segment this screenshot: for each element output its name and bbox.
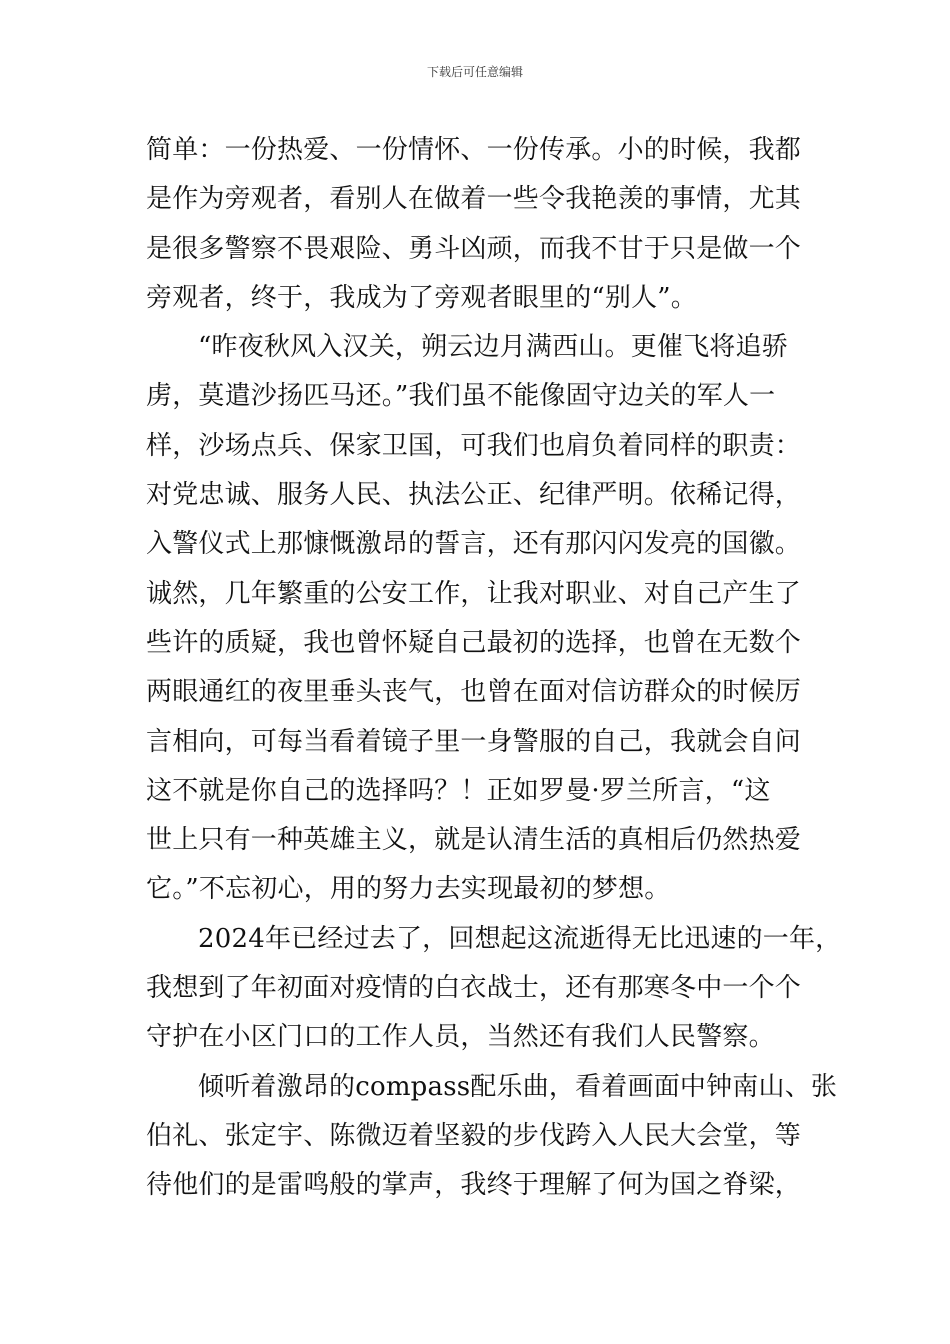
text-line: 些许的质疑，我也曾怀疑自己最初的选择，也曾在无数个 [146, 627, 802, 658]
text-line: 言相向，可每当看着镜子里一身警服的自己，我就会自问 [146, 726, 802, 757]
text-line: “昨夜秋风入汉关，朔云边月满西山。更催飞将追骄 [198, 332, 788, 363]
text-line: 入警仪式上那慷慨激昂的誓言，还有那闪闪发亮的国徽。 [146, 529, 802, 560]
text-line: 虏，莫遣沙扬匹马还。”我们虽不能像固守边关的军人一 [146, 381, 776, 412]
text-line: 样，沙场点兵、保家卫国，可我们也肩负着同样的职责： [146, 430, 802, 461]
text-line: 简单：一份热爱、一份情怀、一份传承。小的时候，我都 [146, 135, 802, 165]
text-line: 这不就是你自己的选择吗？！正如罗曼·罗兰所言，“这 [146, 775, 771, 806]
text-line: 对党忠诚、服务人民、执法公正、纪律严明。依稀记得， [146, 480, 802, 511]
text-line: 两眼通红的夜里垂头丧气，也曾在面对信访群众的时候厉 [146, 677, 802, 708]
text-line: 倾听着激昂的compass配乐曲，看着画面中钟南山、张 [198, 1071, 838, 1102]
text-line: 世上只有一种英雄主义，就是认清生活的真相后仍然热爱 [146, 825, 802, 856]
text-line: 是作为旁观者，看别人在做着一些令我艳羡的事情，尤其 [146, 184, 802, 215]
text-line: 它。”不忘初心，用的努力去实现最初的梦想。 [146, 874, 671, 905]
document-body [146, 126, 842, 1211]
text-line: 是很多警察不畏艰险、勇斗凶顽，而我不甘于只是做一个 [146, 233, 802, 264]
text-line: 诚然，几年繁重的公安工作，让我对职业、对自己产生了 [146, 578, 802, 609]
text-line: 待他们的是雷鸣般的掌声，我终于理解了何为国之脊梁， [146, 1170, 802, 1201]
text-line: 伯礼、张定宇、陈微迈着坚毅的步伐跨入人民大会堂，等 [146, 1120, 802, 1151]
text-line: 守护在小区门口的工作人员，当然还有我们人民警察。 [146, 1022, 775, 1053]
page-header-note: 下载后可任意编辑 [426, 65, 523, 79]
text-line: 2024年已经过去了，回想起这流逝得无比迅速的一年， [198, 923, 842, 954]
text-line: 旁观者，终于，我成为了旁观者眼里的“别人”。 [146, 282, 697, 313]
text-line: 我想到了年初面对疫情的白衣战士，还有那寒冬中一个个 [146, 973, 802, 1004]
